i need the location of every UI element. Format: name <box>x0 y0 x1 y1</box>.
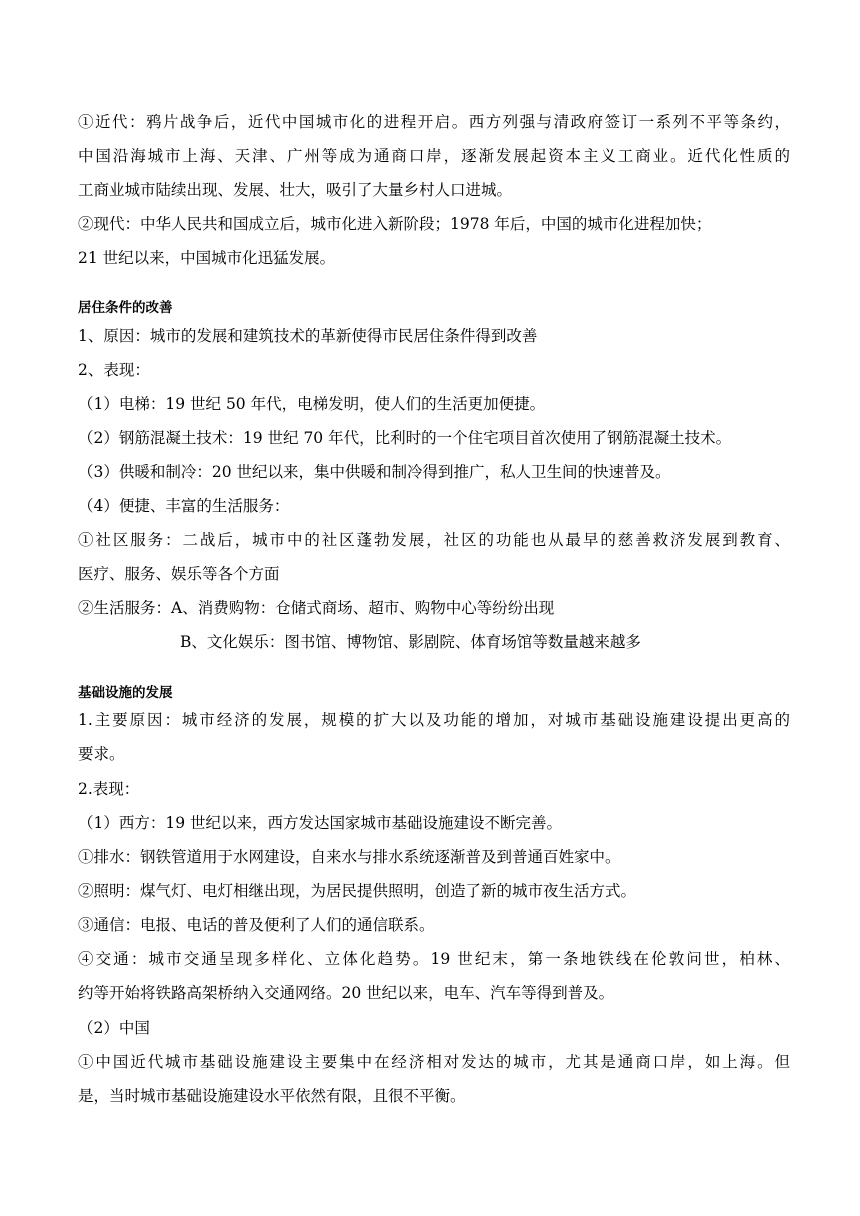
text-line: ③通信：电报、电话的普及便利了人们的通信联系。 <box>78 916 435 934</box>
text-line: ②照明：煤气灯、电灯相继出现，为居民提供照明，创造了新的城市夜生活方式。 <box>78 882 637 900</box>
text-line: 中国沿海城市上海、天津、广州等成为通商口岸，逐渐发展起资本主义工商业。近代化性质的 <box>78 147 790 165</box>
text-line: B、文化娱乐：图书馆、博物馆、影剧院、体育场馆等数量越来越多 <box>180 633 641 651</box>
text-line: ①中国近代城市基础设施建设主要集中在经济相对发达的城市，尤其是通商口岸，如上海。但 <box>78 1053 790 1071</box>
text-line: ①近代：鸦片战争后，近代中国城市化的进程开启。西方列强与清政府签订一系列不平等条约， <box>78 113 790 131</box>
text-line: 1.主要原因：城市经济的发展，规模的扩大以及功能的增加，对城市基础设施建设提出更高的 <box>78 711 790 729</box>
text-line: ①社区服务：二战后，城市中的社区蓬勃发展，社区的功能也从最早的慈善救济发展到教育、 <box>78 531 790 549</box>
text-line: 21 世纪以来，中国城市化迅猛发展。 <box>78 249 336 267</box>
text-line: ②现代：中华人民共和国成立后，城市化进入新阶段；1978 年后，中国的城市化进程加快； <box>78 215 712 233</box>
section-heading: 居住条件的改善 <box>78 300 173 316</box>
section-heading: 基础设施的发展 <box>78 685 173 701</box>
text-line: （4）便捷、丰富的生活服务： <box>78 497 290 515</box>
text-line: ②生活服务：A、消费购物：仓储式商场、超市、购物中心等纷纷出现 <box>78 599 555 617</box>
text-line: 医疗、服务、娱乐等各个方面 <box>78 565 280 583</box>
text-line: （3）供暖和制冷：20 世纪以来，集中供暖和制冷得到推广，私人卫生间的快速普及。 <box>78 463 671 481</box>
text-line: （1）电梯：19 世纪 50 年代，电梯发明，使人们的生活更加便捷。 <box>78 395 546 413</box>
text-line: 1、原因：城市的发展和建筑技术的革新使得市民居住条件得到改善 <box>78 327 538 345</box>
text-line: ①排水：钢铁管道用于水网建设，自来水与排水系统逐渐普及到普通百姓家中。 <box>78 848 621 866</box>
text-line: ④交通：城市交通呈现多样化、立体化趋势。19 世纪末，第一条地铁线在伦敦问世，柏林、 <box>78 950 790 968</box>
text-line: 是，当时城市基础设施建设水平依然有限，且很不平衡。 <box>78 1087 466 1105</box>
text-line: 工商业城市陆续出现、发展、壮大，吸引了大量乡村人口进城。 <box>78 181 513 199</box>
text-line: 2.表现： <box>78 780 140 798</box>
text-line: 要求。 <box>78 745 125 763</box>
text-line: 约等开始将铁路高架桥纳入交通网络。20 世纪以来，电车、汽车等得到普及。 <box>78 984 615 1002</box>
text-line: 2、表现： <box>78 361 150 379</box>
text-line: （1）西方：19 世纪以来，西方发达国家城市基础设施建设不断完善。 <box>78 814 563 832</box>
text-line: （2）钢筋混凝土技术：19 世纪 70 年代，比利时的一个住宅项目首次使用了钢筋混凝土技术。 <box>78 429 732 447</box>
text-line: （2）中国 <box>78 1019 150 1037</box>
